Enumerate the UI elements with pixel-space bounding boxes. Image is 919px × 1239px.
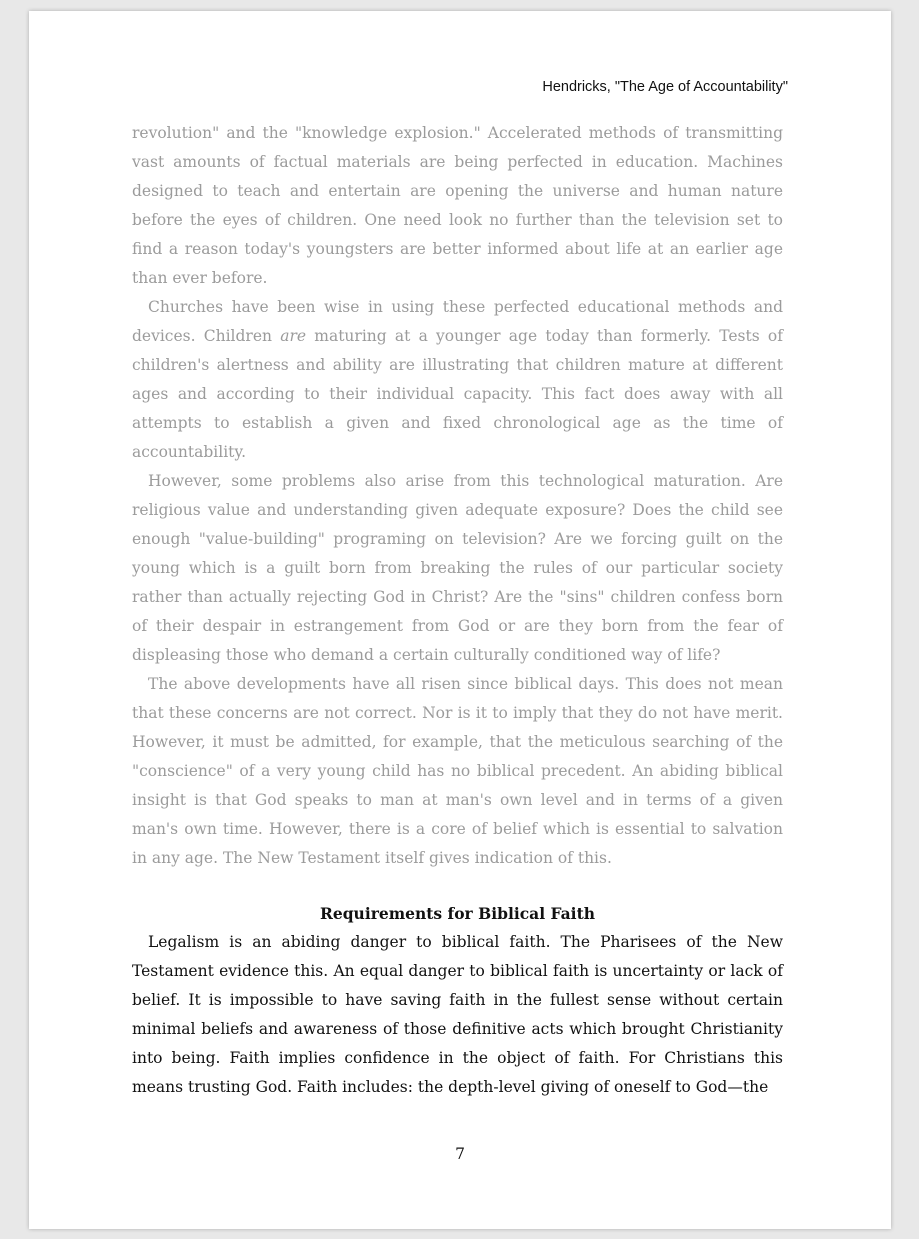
paragraph: revolution" and the "knowledge explosion." Accelerated methods of transmitting vast amounts of factual materials are being perfected in education. Machines designed to teach and entertain are opening the universe and human nature before the eyes of children. One need look no further than the television set to find a reason today's youngsters are better informed about life at an earlier age than ever before. <box>132 124 783 287</box>
faded-text-block <box>132 119 783 873</box>
section-block <box>132 899 783 1102</box>
running-header: Hendricks, "The Age of Accountability" <box>542 79 788 95</box>
paragraph: The above developments have all risen since biblical days. This does not mean that these concerns are not correct. Nor is it to imply that they do not have merit. However, it must be admitted, for example, that the meticulous searching of the "conscience" of a very young child has no biblical precedent. An abiding biblical insight is that God speaks to man at man's own level and in terms of a given man's own time. However, there is a core of belief which is essential to salvation in any age. The New Testament itself gives indication of this. <box>132 675 783 867</box>
paragraph-text: Churches have been wise in using these perfected educational methods and devices. Children <box>132 298 783 345</box>
paragraph <box>132 293 783 467</box>
document-page <box>29 11 891 1229</box>
paragraph-text: maturing at a younger age today than formerly. Tests of children's alertness and ability are illustrating that children mature at different ages and according to their individual capacity. This fact does away with all attempts to establish a given and fixed chronological age as the time of accountability. <box>132 327 783 461</box>
section-heading: Requirements for Biblical Faith <box>319 904 596 923</box>
paragraph: However, some problems also arise from this technological maturation. Are religious value and understanding given adequate exposure? Does the child see enough "value-building" programing on television? Are we forcing guilt on the young which is a guilt born from breaking the rules of our particular society rather than actually rejecting God in Christ? Are the "sins" children confess born of their despair in estrangement from God or are they born from the fear of displeasing those who demand a certain culturally conditioned way of life? <box>132 472 783 664</box>
paragraph: Legalism is an abiding danger to biblical faith. The Pharisees of the New Testament evidence this. An equal danger to biblical faith is uncertainty or lack of belief. It is impossible to have saving faith in the fullest sense without certain minimal beliefs and awareness of those definitive acts which brought Christianity into being. Faith implies confidence in the object of faith. For Christians this means trusting God. Faith includes: the depth-level giving of oneself to God—the <box>132 933 783 1096</box>
page-number: 7 <box>455 1145 465 1163</box>
emphasis-text: are <box>280 327 307 345</box>
